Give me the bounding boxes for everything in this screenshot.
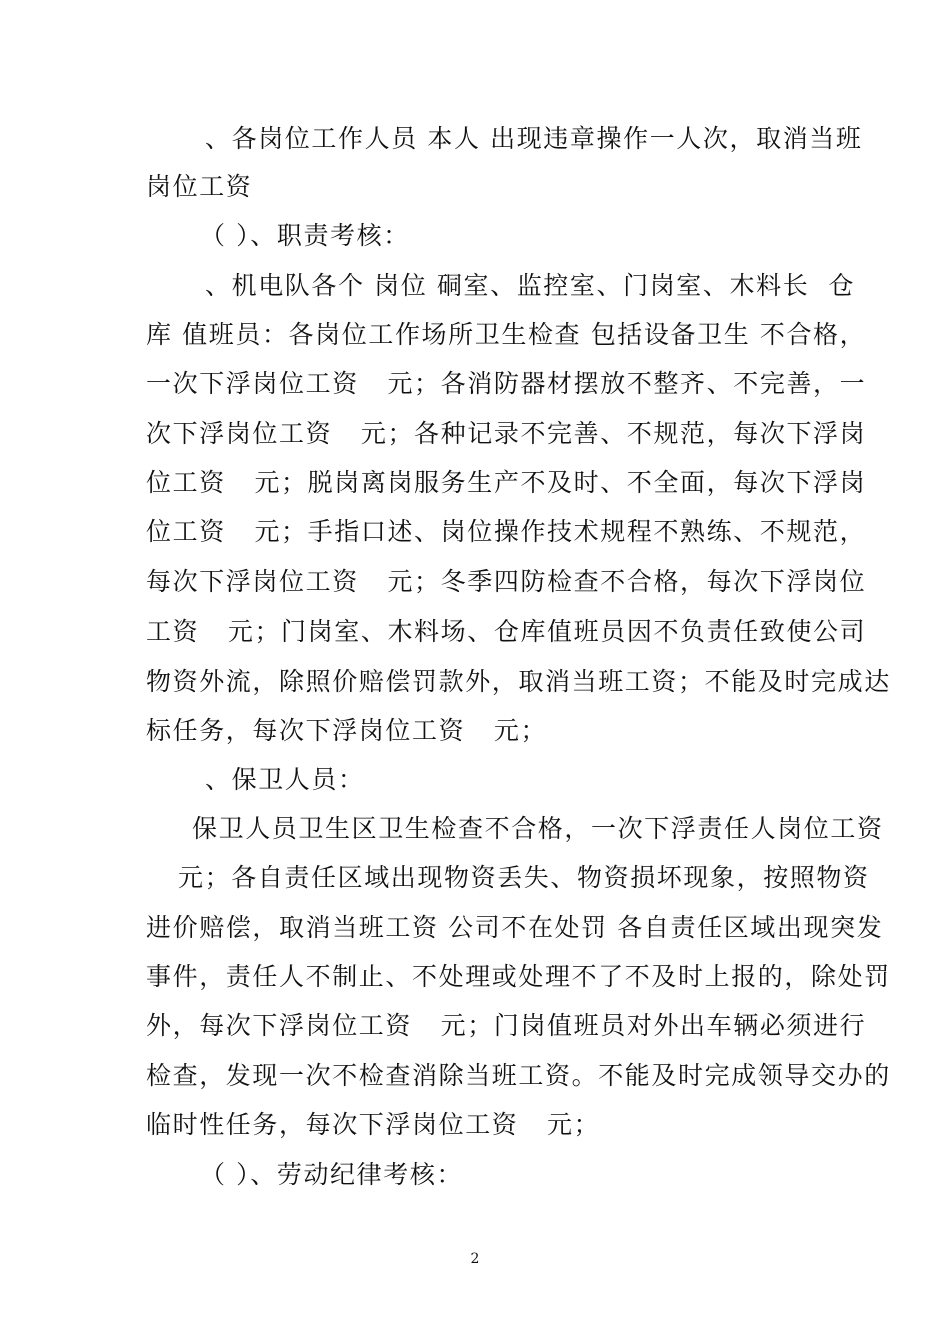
- paragraph-line: 岗位工资: [146, 172, 253, 201]
- page-number: 2: [470, 1251, 480, 1267]
- paragraph-line: 工资 元；门岗室、木料场、仓库值班员因不负责任致使公司: [146, 617, 867, 646]
- paragraph-line: 检查，发现一次不检查消除当班工资。不能及时完成领导交办的: [146, 1061, 891, 1090]
- paragraph-line: 次下浮岗位工资 元；各种记录不完善、不规范，每次下浮岗: [146, 419, 867, 448]
- paragraph-line: 、各岗位工作人员 本人 出现违章操作一人次，取消当班: [205, 124, 863, 153]
- section-heading: 、保卫人员：: [205, 765, 365, 794]
- paragraph-line: 标任务，每次下浮岗位工资 元；: [146, 716, 548, 745]
- paragraph-line: 库 值班员：各岗位工作场所卫生检查 包括设备卫生 不合格，: [146, 320, 867, 349]
- paragraph-line: 临时性任务，每次下浮岗位工资 元；: [146, 1110, 601, 1139]
- paragraph-line: 位工资 元；手指口述、岗位操作技术规程不熟练、不规范，: [146, 517, 867, 546]
- section-heading: （ ）、职责考核：: [200, 221, 410, 250]
- paragraph-line: 物资外流，除照价赔偿罚款外，取消当班工资；不能及时完成达: [146, 667, 891, 696]
- paragraph-line: 元；各自责任区域出现物资丢失、物资损坏现象，按照物资: [178, 863, 870, 892]
- paragraph-line: 外，每次下浮岗位工资 元；门岗值班员对外出车辆必须进行: [146, 1011, 867, 1040]
- paragraph-line: 事件，责任人不制止、不处理或处理不了不及时上报的，除处罚: [146, 962, 891, 991]
- paragraph-line: 每次下浮岗位工资 元；冬季四防检查不合格，每次下浮岗位: [146, 567, 867, 596]
- paragraph-line: 保卫人员卫生区卫生检查不合格，一次下浮责任人岗位工资: [192, 814, 884, 843]
- paragraph-line: 、机电队各个 岗位 硐室、监控室、门岗室、木料长 仓: [205, 271, 855, 300]
- paragraph-line: 一次下浮岗位工资 元；各消防器材摆放不整齐、不完善，一: [146, 369, 867, 398]
- section-heading: （ ）、劳动纪律考核：: [200, 1160, 464, 1189]
- paragraph-line: 位工资 元；脱岗离岗服务生产不及时、不全面，每次下浮岗: [146, 468, 867, 497]
- paragraph-line: 进价赔偿，取消当班工资 公司不在处罚 各自责任区域出现突发: [146, 913, 884, 942]
